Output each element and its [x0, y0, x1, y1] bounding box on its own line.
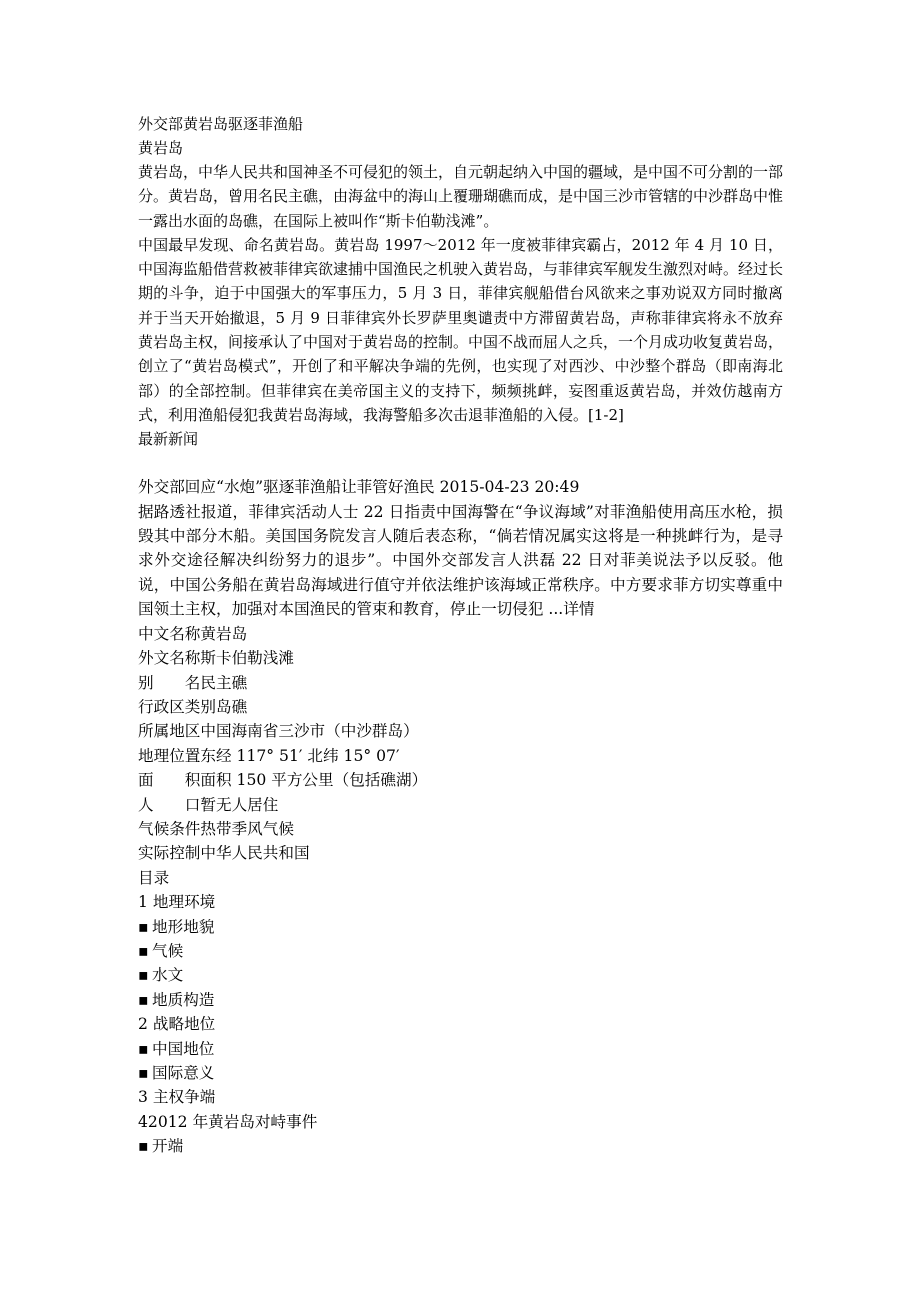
info-table: [138, 622, 783, 866]
toc-subitem[interactable]: [138, 1061, 783, 1085]
info-row: 气候条件热带季风气候: [138, 819, 294, 838]
latest-news-heading: 最新新闻: [138, 430, 199, 449]
toc-heading: 目录: [138, 868, 170, 887]
toc-item-label: 地质构造: [152, 990, 215, 1009]
square-bullet-icon: ▪: [138, 1039, 149, 1058]
intro-paragraph-2: 中国最早发现、命名黄岩岛。黄岩岛 1997～2012 年一度被菲律宾霸占，2012 年 4 月 10 日，中国海监船借营救被菲律宾欲逮捕中国渔民之机驶入黄岩岛，与菲律宾军舰发生激烈对峙。经过长期的斗争，迫于中国强大的军事压力，5 月 3 日，菲律宾舰船借台风欲来之事劝说双方同时撤离并于当天开始撤退，5 月 9 日菲律宾外长罗萨里奥谴责中方滞留黄岩岛，声称菲律宾将永不放弃黄岩岛主权，间接承认了中国对于黄岩岛的控制。中国不战而屈人之兵，一个月成功收复黄岩岛，创立了“黄岩岛模式”，开创了和平解决争端的先例，也实现了对西沙、中沙整个群岛（即南海北部）的全部控制。但菲律宾在美帝国主义的支持下，频频挑衅，妄图重返黄岩岛，并效仿越南方式，利用渔船侵犯我黄岩岛海域，我海警船多次击退菲渔船的入侵。[1-2]: [138, 235, 784, 424]
document-title: 外交部黄岩岛驱逐菲渔船: [138, 115, 304, 133]
toc-item-label: 气候: [152, 941, 184, 960]
square-bullet-icon: ▪: [138, 941, 149, 960]
toc-item-label: 开端: [152, 1137, 184, 1156]
info-row: 实际控制中华人民共和国: [138, 844, 310, 863]
toc-subitem[interactable]: [138, 939, 783, 963]
toc-subitem[interactable]: [138, 988, 783, 1012]
toc-subitem[interactable]: [138, 1134, 783, 1158]
info-row: 中文名称黄岩岛: [138, 624, 248, 643]
news-headline: 外交部回应“水炮”驱逐菲渔船让菲管好渔民 2015-04-23 20:49: [138, 478, 580, 497]
square-bullet-icon: ▪: [138, 966, 149, 985]
info-row: 所属地区中国海南省三沙市（中沙群岛）: [138, 722, 419, 741]
toc-item-label: 水文: [152, 966, 184, 985]
table-of-contents: [138, 866, 783, 1159]
info-row: 别 名民主礁: [138, 673, 248, 692]
info-row: 人 口暂无人居住: [138, 795, 279, 814]
info-row: 地理位置东经 117° 51′ 北纬 15° 07′: [138, 746, 400, 765]
square-bullet-icon: ▪: [138, 990, 149, 1009]
info-row: 外文名称斯卡伯勒浅滩: [138, 649, 294, 668]
intro-paragraph-1: 黄岩岛，中华人民共和国神圣不可侵犯的领土，自元朝起纳入中国的疆域，是中国不可分割的一部分。黄岩岛，曾用名民主礁，由海盆中的海山上覆珊瑚礁而成，是中国三沙市管辖的中沙群岛中惟一露出水面的岛礁，在国际上被叫作“斯卡伯勒浅滩”。: [138, 163, 784, 230]
toc-item-label: 42012 年黄岩岛对峙事件: [138, 1112, 318, 1131]
toc-item-label: 地形地貌: [152, 917, 215, 936]
toc-item[interactable]: [138, 890, 783, 914]
info-row: 面 积面积 150 平方公里（包括礁湖）: [138, 771, 428, 790]
blank-line: [138, 451, 783, 475]
toc-item-label: 2 战略地位: [138, 1015, 216, 1034]
subject-heading: 黄岩岛: [138, 139, 184, 157]
square-bullet-icon: ▪: [138, 917, 149, 936]
toc-item[interactable]: [138, 1012, 783, 1036]
toc-item-label: 3 主权争端: [138, 1088, 216, 1107]
square-bullet-icon: ▪: [138, 1137, 149, 1156]
news-body: 据路透社报道，菲律宾活动人士 22 日指责中国海警在“争议海域”对菲渔船使用高压水枪，损毁其中部分木船。美国国务院发言人随后表态称，“倘若情况属实这将是一种挑衅行为，是寻求外交途径解决纠纷努力的退步”。中国外交部发言人洪磊 22 日对菲美说法予以反驳。他说，中国公务船在黄岩岛海域进行值守并依法维护该海域正常秩序。中方要求菲方切实尊重中国领土主权，加强对本国渔民的管束和教育，停止一切侵犯 ...详情: [138, 502, 783, 619]
toc-subitem[interactable]: [138, 963, 783, 987]
square-bullet-icon: ▪: [138, 1064, 149, 1083]
info-row: 行政区类别岛礁: [138, 697, 248, 716]
toc-subitem[interactable]: [138, 1037, 783, 1061]
toc-item-label: 国际意义: [152, 1064, 215, 1083]
toc-item-label: 1 地理环境: [138, 893, 216, 912]
toc-subitem[interactable]: [138, 915, 783, 939]
toc-item-label: 中国地位: [152, 1039, 215, 1058]
document-page: [138, 112, 783, 1159]
toc-item[interactable]: [138, 1110, 783, 1134]
toc-item[interactable]: [138, 1085, 783, 1109]
